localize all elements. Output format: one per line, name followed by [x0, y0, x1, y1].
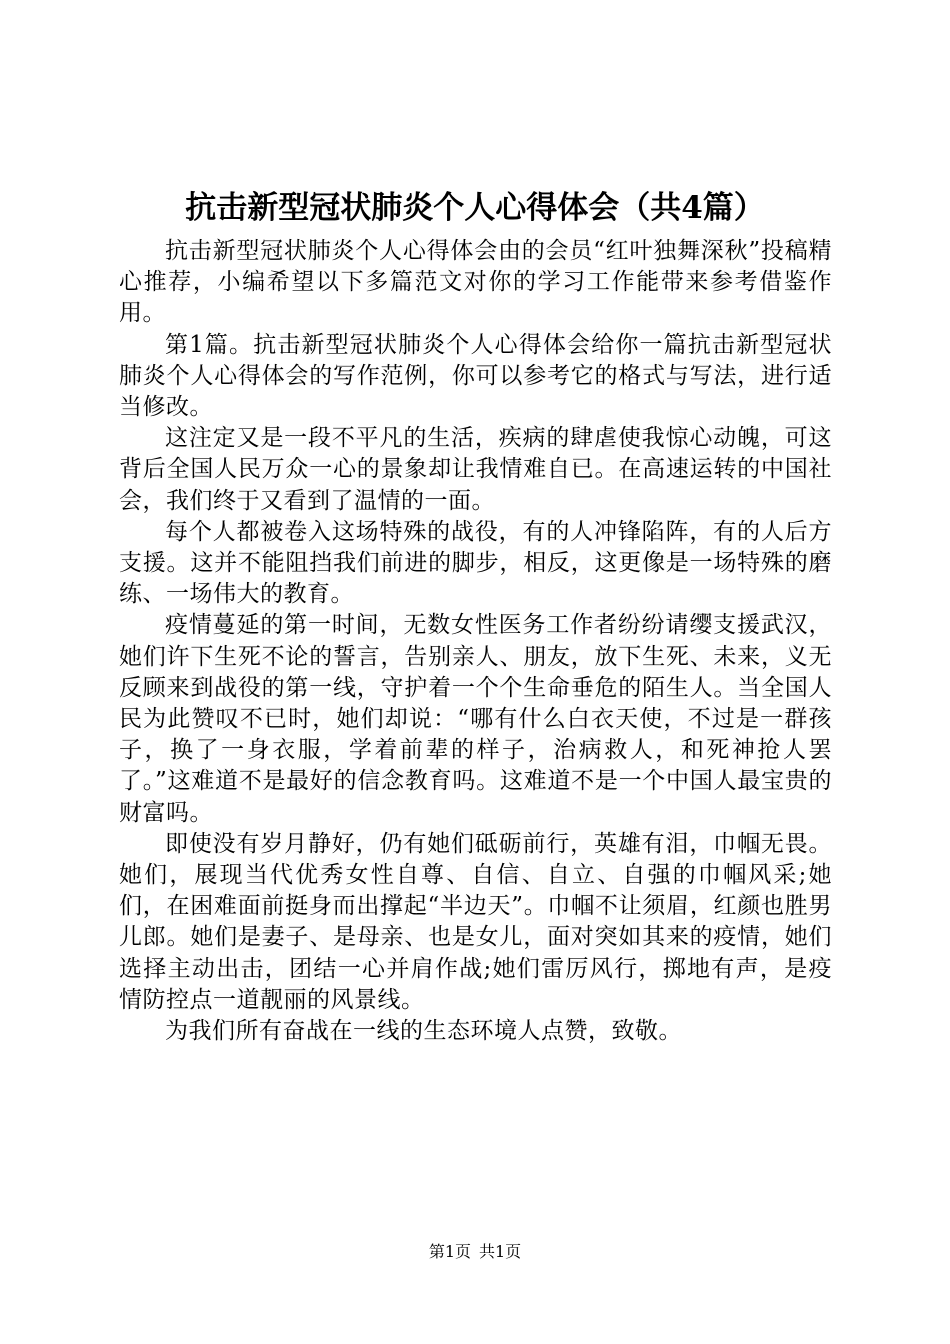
paragraph-body: 每个人都被卷入这场特殊的战役，有的人冲锋陷阵，有的人后方支援。这并不能阻挡我们前进的脚步，相反，这更像是一场特殊的磨练、一场伟大的教育。 [119, 518, 832, 608]
paragraph-closing: 为我们所有奋战在一线的生态环境人点赞，致敬。 [165, 1018, 682, 1045]
paragraph-intro: 抗击新型冠状肺炎个人心得体会由的会员“红叶独舞深秋”投稿精心推荐，小编希望以下多篇范文对你的学习工作能带来参考借鉴作用。 [119, 238, 832, 327]
paragraph-chapter-1: 第1篇。抗击新型冠状肺炎个人心得体会给你一篇抗击新型冠状肺炎个人心得体会的写作范例，你可以参考它的格式与写法，进行适当修改。 [119, 331, 832, 421]
page-number-current: 第1页 [428, 1242, 471, 1261]
document-title: 抗击新型冠状肺炎个人心得体会（共4篇） [185, 190, 765, 226]
page-footer [0, 1241, 950, 1263]
paragraph-body: 疫情蔓延的第一时间，无数女性医务工作者纷纷请缨支援武汉，她们许下生死不论的誓言，告别亲人、朋友，放下生死、未来，义无反顾来到战役的第一线，守护着一个个生命垂危的陌生人。当全国人民为此赞叹不已时，她们却说：“哪有什么白衣天使，不过是一群孩子，换了一身衣服，学着前辈的样子，治病救人，和死神抢人罢了。”这难道不是最好的信念教育吗。这难道不是一个中国人最宝贵的财富吗。 [119, 612, 832, 826]
paragraph-body: 这注定又是一段不平凡的生活，疾病的肆虐使我惊心动魄，可这背后全国人民万众一心的景象却让我情难自已。在高速运转的中国社会，我们终于又看到了温情的一面。 [119, 425, 832, 514]
paragraph-body: 即使没有岁月静好，仍有她们砥砺前行，英雄有泪，巾帼无畏。她们，展现当代优秀女性自尊、自信、自立、自强的巾帼风采;她们，在困难面前挺身而出撑起“半边天”。巾帼不让须眉，红颜也胜男儿郎。她们是妻子、是母亲、也是女儿，面对突如其来的疫情，她们选择主动出击，团结一心并肩作战;她们雷厉风行，掷地有声，是疫情防控点一道靓丽的风景线。 [119, 830, 832, 1013]
document-body [119, 236, 832, 1047]
page-number-total: 共1页 [479, 1242, 522, 1261]
